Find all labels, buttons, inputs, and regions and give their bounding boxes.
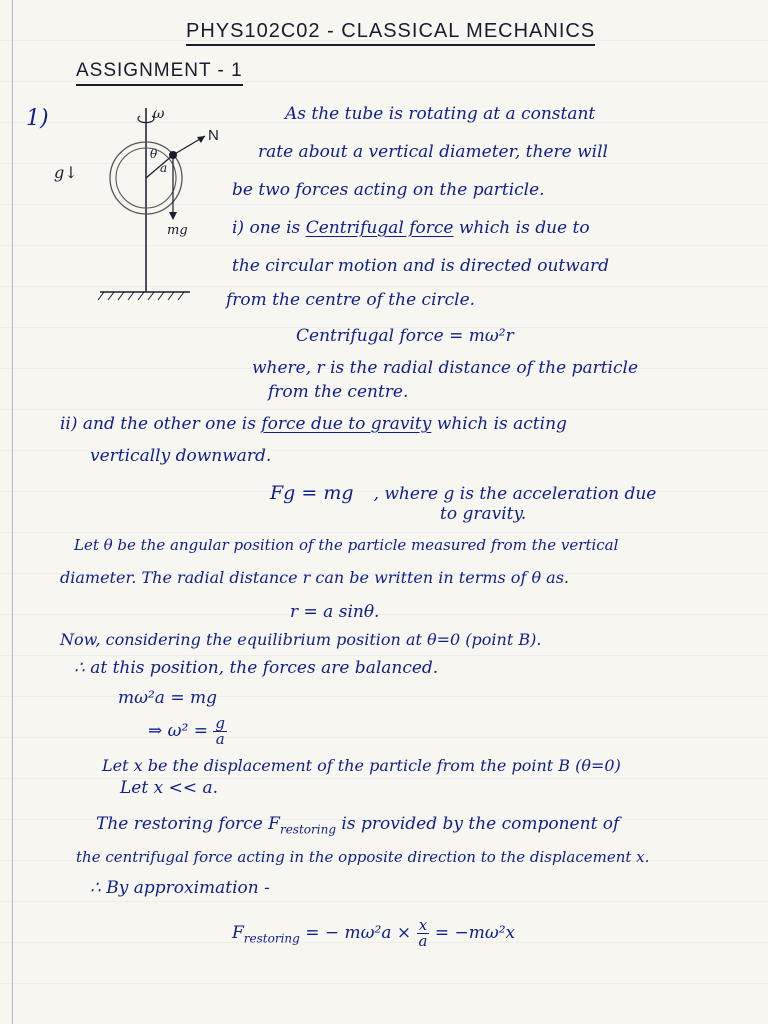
ground-hatching	[98, 292, 184, 300]
text-line: As the tube is rotating at a constant	[285, 104, 596, 124]
text-segment: i) one is	[232, 218, 306, 238]
radius-label: a	[160, 161, 168, 175]
text-line: rate about a vertical diameter, there will	[258, 142, 608, 162]
text-line: vertically downward.	[90, 446, 272, 466]
equation-balance: mω²a = mg	[118, 688, 217, 708]
fraction	[417, 918, 430, 949]
omega-label: ω	[153, 106, 165, 122]
fraction	[213, 716, 227, 747]
text-line: from the centre.	[268, 382, 409, 402]
fraction-denominator: a	[215, 730, 225, 748]
fraction-numerator: g	[215, 714, 225, 732]
text-segment: which is acting	[431, 414, 567, 434]
text-line: be two forces acting on the particle.	[232, 180, 545, 200]
text-line: Let x << a.	[120, 778, 219, 798]
subscript: restoring	[243, 931, 300, 946]
text-line: to gravity.	[440, 504, 527, 524]
equation-omega	[148, 716, 227, 747]
margin-line	[12, 0, 13, 1024]
text-segment: = − mω²a ×	[299, 923, 417, 943]
text-line: where, r is the radial distance of the particle	[252, 358, 639, 378]
equation-centrifugal: Centrifugal force = mω²r	[296, 326, 514, 346]
question-number: 1)	[26, 106, 49, 131]
text-line: Let x be the displacement of the particle from the point B (θ=0)	[102, 756, 621, 775]
text-line: ∴ at this position, the forces are balanced.	[74, 658, 439, 678]
fraction-numerator: x	[417, 918, 430, 934]
text-segment: The restoring force	[96, 814, 269, 834]
text-line: Now, considering the equilibrium position at θ=0 (point B).	[60, 630, 542, 649]
rotating-tube-diagram	[40, 100, 240, 310]
text-line	[60, 414, 567, 434]
centrifugal-force-term: Centrifugal force	[305, 218, 454, 238]
text-line	[96, 814, 619, 836]
diagram-svg	[40, 100, 240, 310]
text-line: Let θ be the angular position of the particle measured from the vertical	[74, 536, 619, 554]
text-line	[270, 482, 656, 504]
normal-label: N	[208, 127, 219, 144]
gravity-label: g↓	[54, 163, 78, 182]
text-segment: = −mω²x	[429, 923, 516, 943]
weight-label: mg	[167, 223, 188, 238]
text-segment: , where g is the acceleration due	[373, 484, 657, 504]
text-line: the circular motion and is directed outward	[232, 256, 609, 276]
theta-label: θ	[150, 147, 158, 161]
text-line: the centrifugal force acting in the opposite direction to the displacement x.	[76, 848, 650, 866]
page-title: PHYS102C02 - CLASSICAL MECHANICS	[186, 20, 595, 46]
text-segment: which is due to	[453, 218, 590, 238]
text-line	[232, 218, 590, 238]
restoring-force-symbol: F	[268, 814, 280, 834]
text-segment: F	[232, 923, 244, 943]
text-line: diameter. The radial distance r can be written in terms of θ as.	[60, 568, 569, 587]
text-segment: ⇒ ω² =	[148, 721, 214, 741]
weight-arrowhead	[169, 212, 177, 220]
gravity-force-term: force due to gravity	[261, 414, 432, 434]
fraction-denominator: a	[418, 932, 428, 950]
text-line: from the centre of the circle.	[226, 290, 476, 310]
subscript: restoring	[279, 822, 336, 837]
text-line: ∴ By approximation -	[90, 878, 270, 898]
text-segment: ii) and the other one is	[60, 414, 262, 434]
text-segment: is provided by the component of	[336, 814, 620, 834]
assignment-heading: ASSIGNMENT - 1	[76, 60, 243, 86]
equation-radial: r = a sinθ.	[290, 602, 380, 622]
equation-restoring	[232, 918, 515, 949]
equation-gravity: Fg = mg	[270, 482, 354, 504]
